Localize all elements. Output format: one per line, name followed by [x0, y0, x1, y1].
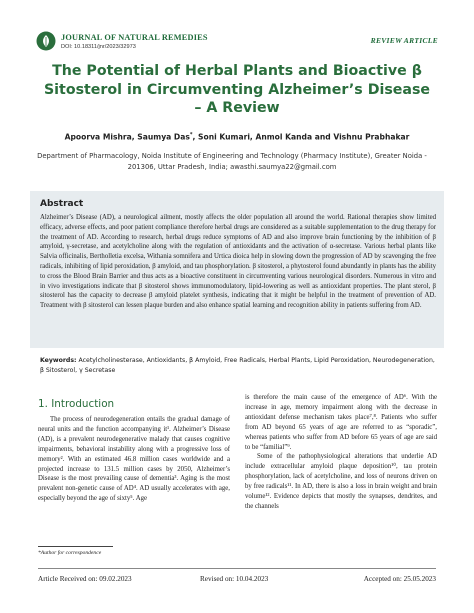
author-list: Apoorva Mishra, Saumya Das*, Soni Kumari, Anmol Kanda and Vishnu Prabhakar	[64, 132, 410, 142]
article-type-label: REVIEW ARTICLE	[370, 36, 438, 45]
affiliation: Department of Pharmacology, Noida Institute of Engineering and Technology (Pharmacy Institute), Greater Noida - 201306, Uttar Pradesh, India; awasthi.saumya22@gmail.com	[37, 152, 427, 171]
received-date: Article Received on: 09.02.2023	[38, 575, 132, 583]
footer-rule	[38, 568, 436, 569]
body-column-right	[245, 393, 437, 512]
footnote-rule	[38, 546, 113, 547]
abstract-text: Alzheimer’s Disease (AD), a neurological ailment, mostly affects the older population all around the world. Rational therapies show limited efficacy, adverse effects, and poor patient compliance therefore herbal drugs are considered as a suitable supplementation to the drug therapy for the treatment of AD. According to research, herbal drugs reduce symptoms of AD and also improve brain functioning by the inhibition of β amyloid, γ-secretase, and acetylcholine along with the regulation of antioxidants and the activation of α-secretase. Various herbal plants like Salvia officinalis, Bertholletia excelsa, Withania somnifera and Urtica dioica help in slowing down the progression of AD by scavenging the free radicals, inhibiting of lipid peroxidation, β amyloid, and tau phosphorylation. β sitosterol, a phytosterol found abundantly in plants has the ability to cross the Blood Brain Barrier and thus acts as a bioactive constituent in circumventing various neurological disorders. Numerous in vitro and in vivo investigations indicate that β sitosterol shows immunomodulatory, lipid-lowering as well as antioxidant properties. The plant sterol, β sitosterol has the capacity to decrease β amyloid platelet synthesis, indicating that it might be helpful in the treatment of prevention of AD. Treatment with β sitosterol can lessen plaque burden and also enhance spatial learning and recognition ability in patients suffering from AD.	[40, 214, 436, 310]
intro-paragraph: is therefore the main cause of the emergence of AD⁶. With the increase in age, memory impairment along with the decrease in antioxidant defense mechanism takes place⁷,⁸. Patients who suffer from AD beyond 65 years of age are referred to as “sporadic”, whereas patients who suffer from AD before 65 years of age are said to be “familial”⁹.	[245, 394, 437, 451]
keywords-text: Acetylcholinesterase, Antioxidants, β Amyloid, Free Radicals, Herbal Plants, Lipid Peroxidation, Neurodegeneration, β Sitosterol, γ Secretase	[40, 357, 435, 374]
section-heading-introduction: 1. Introduction	[38, 398, 115, 410]
doi-text[interactable]: DOI: 10.18311/jnr/2023/32973	[61, 44, 136, 50]
body-column-left	[38, 415, 230, 504]
journal-header	[36, 31, 438, 57]
keywords-label: Keywords:	[40, 357, 77, 364]
keywords	[40, 356, 440, 376]
correspondence-footnote: *Author for correspondence	[38, 550, 102, 556]
intro-paragraph: Some of the pathophysiological alterations that underlie AD include extracellular amyloid plaque deposition¹⁰, tau protein phosphorylation, lack of acetylcholine, and loss of neurons driven on by free radicals¹¹. In AD, there is also a loss in brain weight and brain volume¹². Evidence depicts that mostly the synapses, dendrites, and the channels	[245, 453, 437, 510]
intro-paragraph: The process of neurodegeneration entails the gradual damage of neural units and the function accompanying it¹. Alzheimer’s Disease (AD), is a prevalent neurodegenerative malady that causes cognitive impairments, behavioral instability along with a progressive loss of memory². With an estimated 46.8 million cases worldwide and a projected increase to 131.5 million cases by 2050, Alzheimer’s Disease is the most prevailing cause of dementia³. Aging is the most prevalent non-genetic cause of AD⁴. AD usually accelerates with age, especially beyond the age of sixty⁵. Age	[38, 416, 230, 503]
article-title: The Potential of Herbal Plants and Bioactive β Sitosterol in Circumventing Alzheimer’s Disease – A Review	[43, 63, 431, 116]
revised-date: Revised on: 10.04.2023	[200, 575, 269, 583]
journal-logo-icon	[36, 31, 56, 51]
abstract-heading: Abstract	[40, 199, 84, 209]
accepted-date: Accepted on: 25.05.2023	[363, 575, 436, 583]
journal-name: JOURNAL OF NATURAL REMEDIES	[61, 33, 208, 42]
